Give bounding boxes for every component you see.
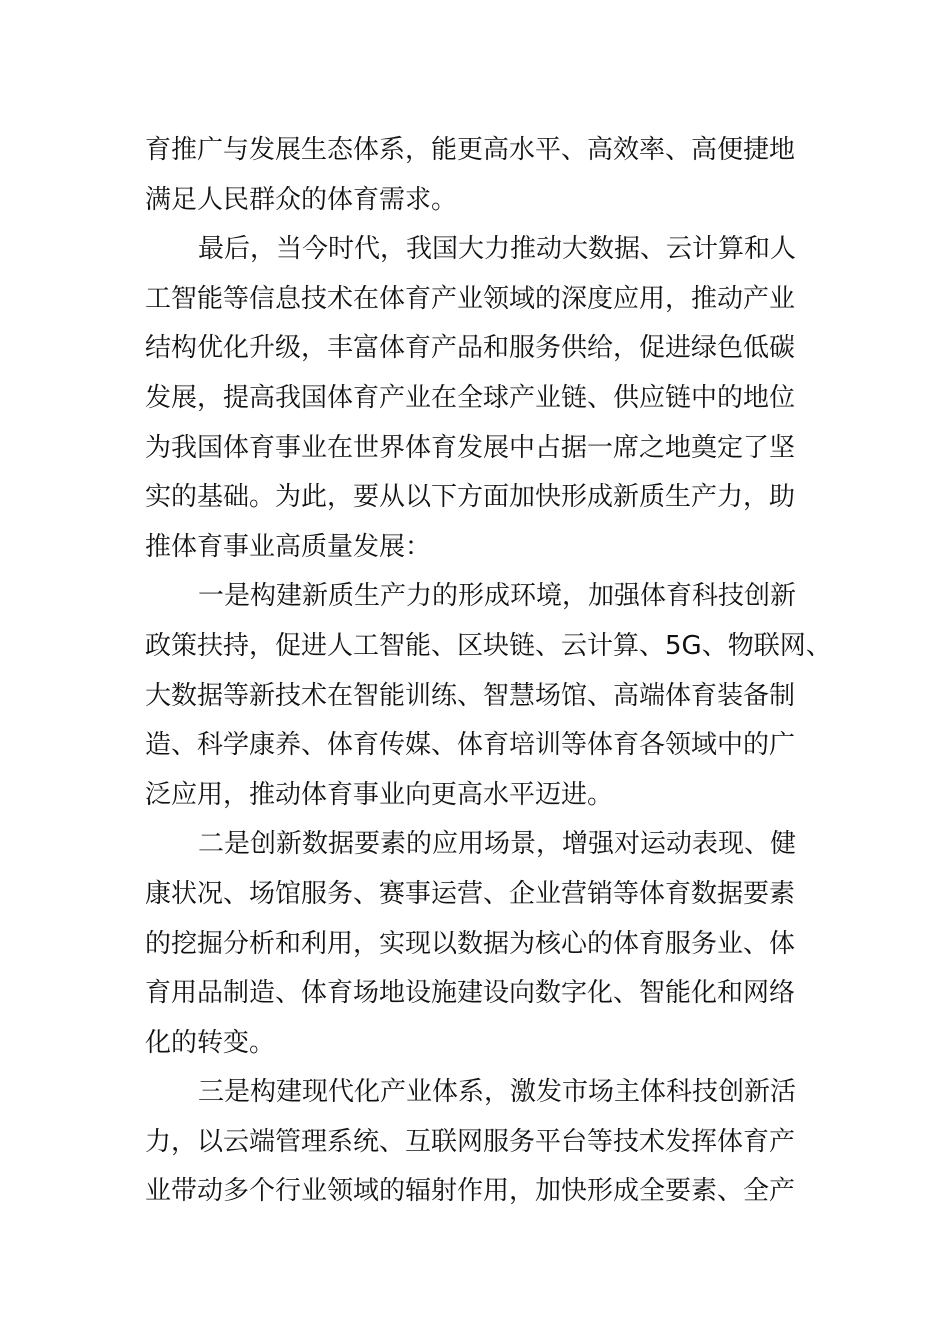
text-line: 化的转变。: [145, 1027, 276, 1058]
text-line: 业带动多个行业领域的辐射作用，加快形成全要素、全产: [145, 1176, 796, 1207]
text-line: 工智能等信息技术在体育产业领域的深度应用，推动产业: [145, 283, 796, 314]
text-line: 发展，提高我国体育产业在全球产业链、供应链中的地位: [145, 382, 796, 413]
paragraph-first-line: 最后，当今时代，我国大力推动大数据、云计算和人: [198, 234, 797, 265]
text-line: 结构优化升级，丰富体育产品和服务供给，促进绿色低碳: [145, 333, 796, 364]
text-line: 推体育事业高质量发展：: [145, 531, 432, 562]
text-line: 育用品制造、体育场地设施建设向数字化、智能化和网络: [145, 978, 796, 1009]
document-body: [145, 126, 832, 1217]
text-line: 力，以云端管理系统、互联网服务平台等技术发挥体育产: [145, 1126, 796, 1157]
text-line: 实的基础。为此，要从以下方面加快形成新质生产力，助: [145, 482, 796, 513]
text-line: 的挖掘分析和利用，实现以数据为核心的体育服务业、体: [145, 928, 796, 959]
text-line: 大数据等新技术在智能训练、智慧场馆、高端体育装备制: [145, 680, 796, 711]
paragraph-first-line: 一是构建新质生产力的形成环境，加强体育科技创新: [198, 581, 797, 612]
text-line: 满足人民群众的体育需求。: [145, 184, 458, 215]
text-line: 育推广与发展生态体系，能更高水平、高效率、高便捷地: [145, 135, 796, 165]
text-line: 造、科学康养、体育传媒、体育培训等体育各领域中的广: [145, 730, 796, 761]
paragraph-first-line: 二是创新数据要素的应用场景，增强对运动表现、健: [198, 829, 797, 860]
text-line: 政策扶持，促进人工智能、区块链、云计算、5G、物联网、: [145, 630, 832, 661]
paragraph-first-line: 三是构建现代化产业体系，激发市场主体科技创新活: [198, 1077, 797, 1108]
text-line: 为我国体育事业在世界体育发展中占据一席之地奠定了坚: [145, 432, 796, 463]
text-line: 泛应用，推动体育事业向更高水平迈进。: [145, 779, 614, 810]
text-line: 康状况、场馆服务、赛事运营、企业营销等体育数据要素: [145, 878, 796, 909]
